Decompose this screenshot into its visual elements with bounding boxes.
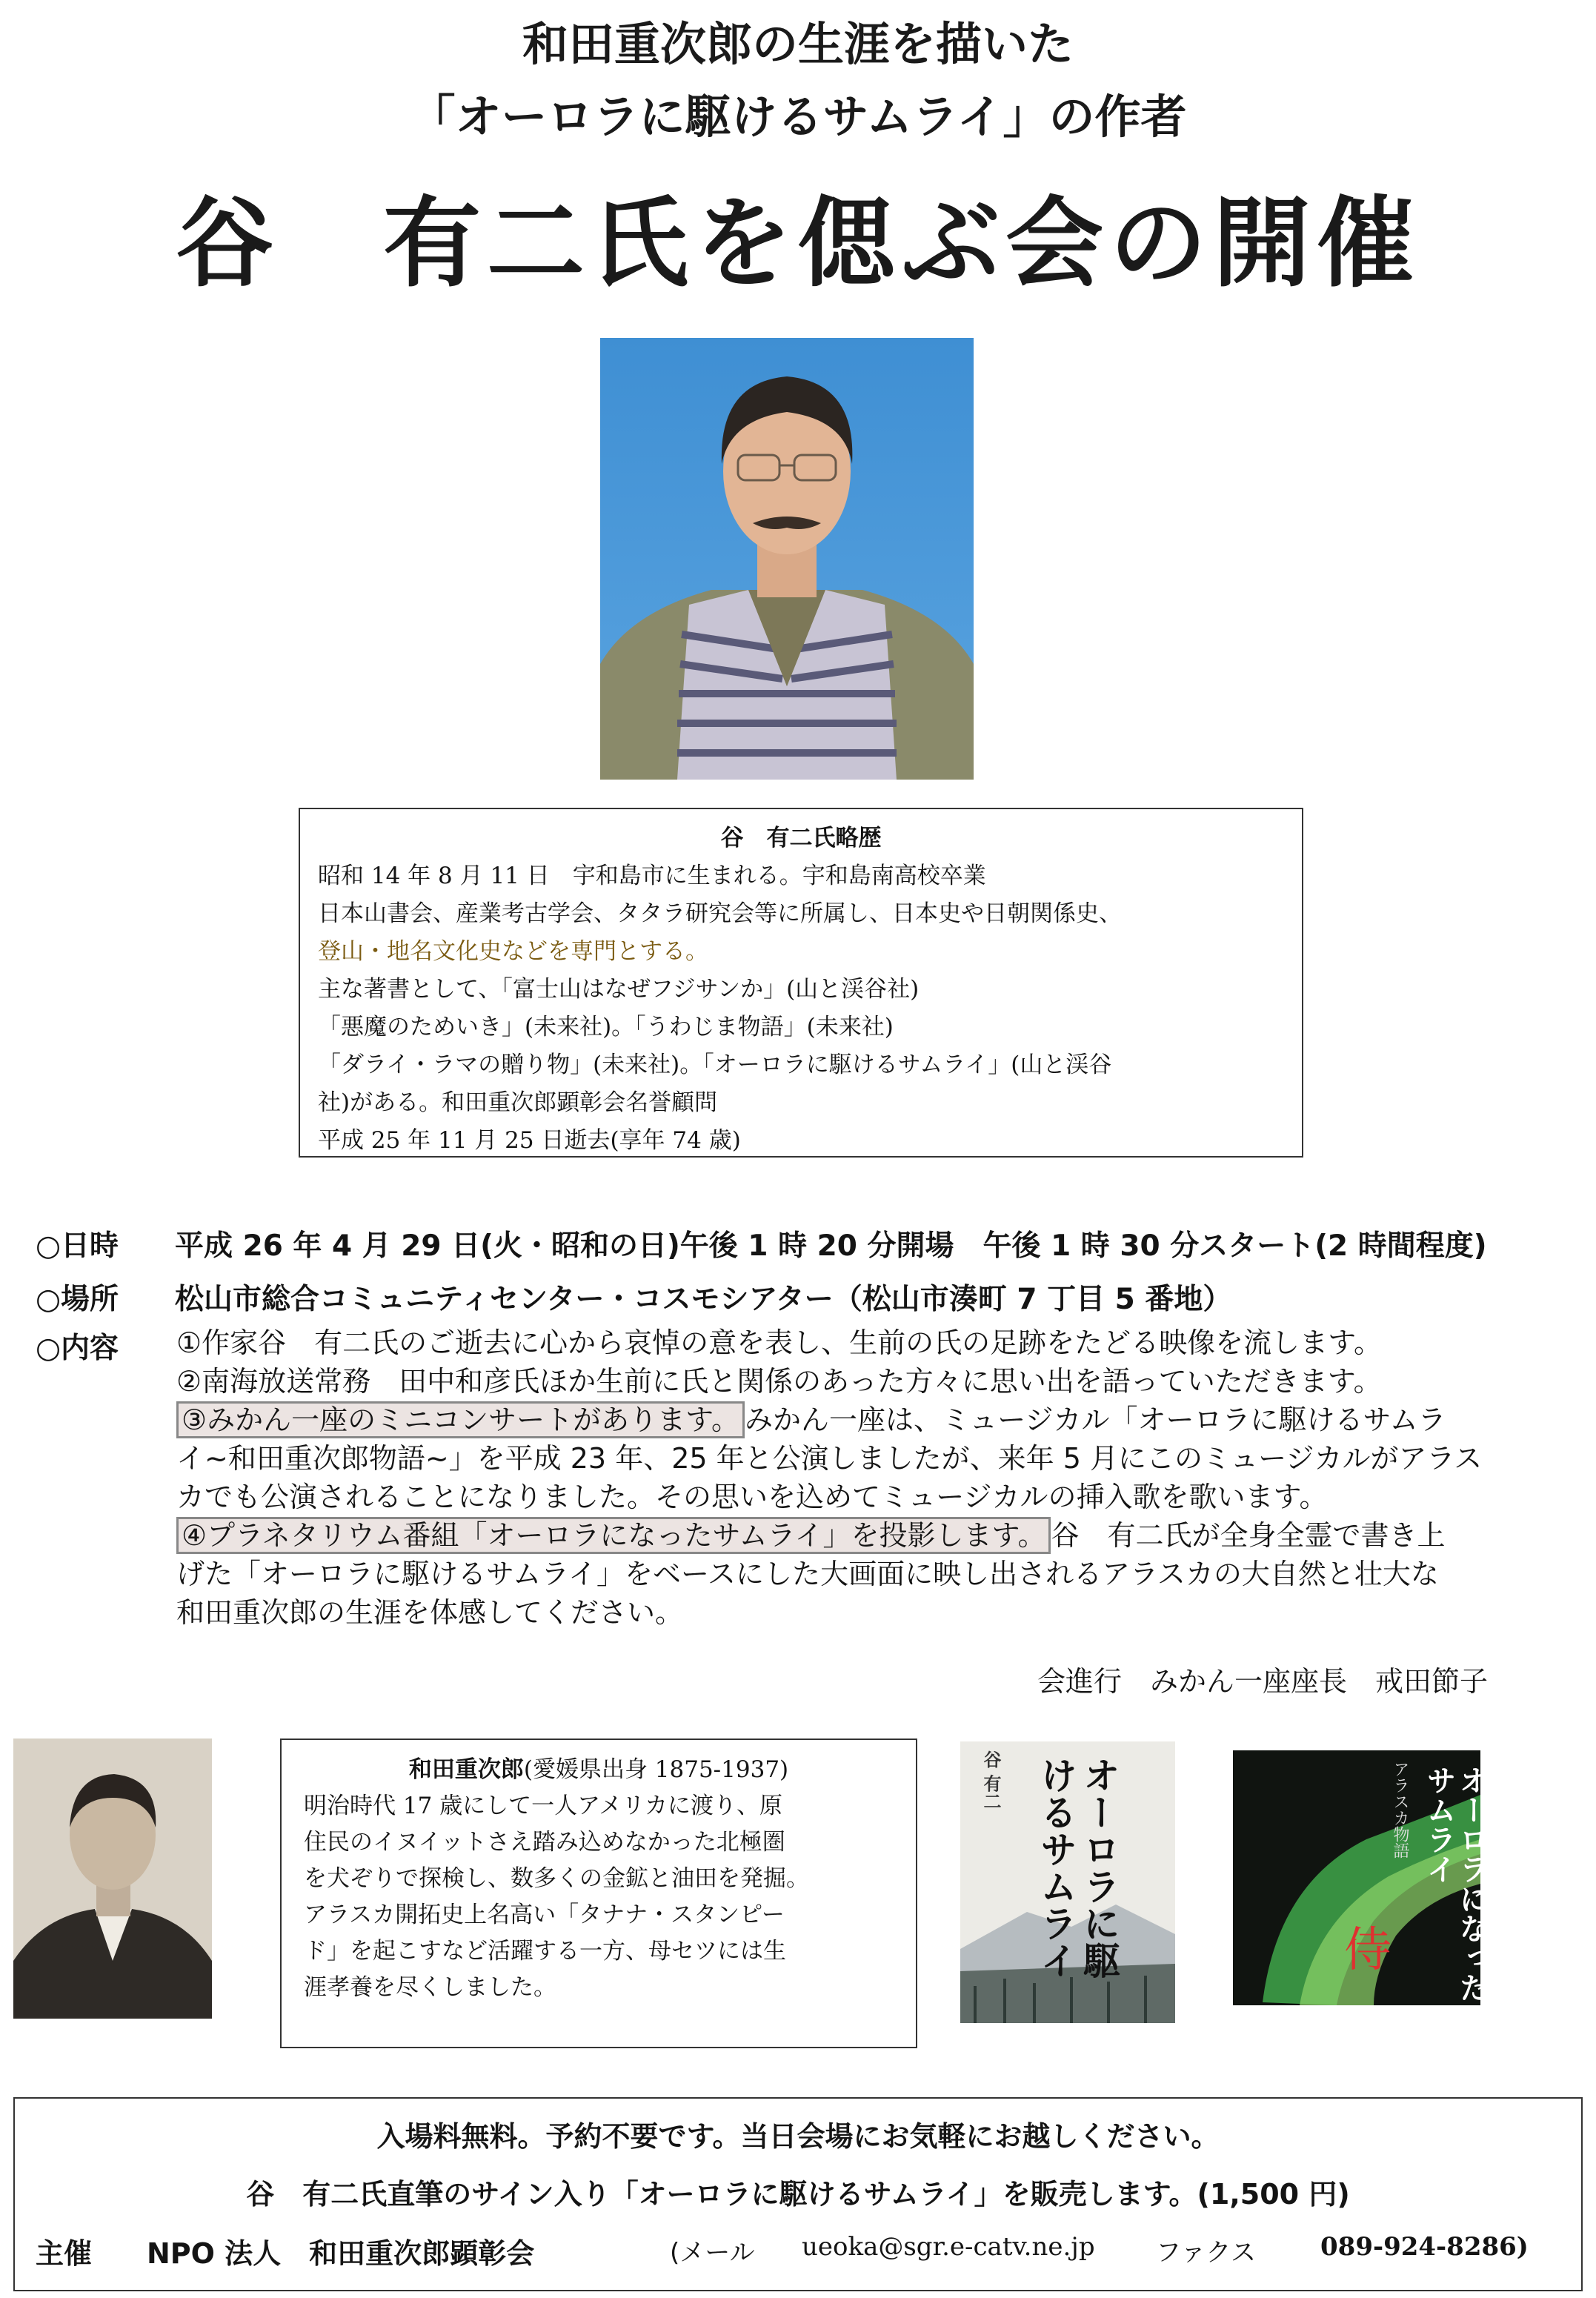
content-item-4-line-2: げた「オーロラに駆けるサムライ」をベースにした大画面に映し出されるアラスカの大自然と壮大な [176,1558,1439,1590]
wada-profile-box [280,1739,917,2048]
wada-line: を犬ぞりで探検し、数多くの金鉱と油田を発掘。 [304,1865,809,1892]
content-item-1: ①作家谷 有二氏のご逝去に心から哀悼の意を表し、生前の氏の足跡をたどる映像を流します。 [176,1326,1383,1359]
item-4-highlight: ④プラネタリウム番組「オーロラになったサムライ」を投影します。 [176,1517,1051,1554]
dvd-title: オーロラになったサムライ [1422,1765,1489,2002]
portrait-photo [600,338,974,780]
wada-line: ド」を起こすなど活躍する一方、母セツには生 [304,1938,786,1965]
dvd-kanji: 侍 [1344,1923,1391,1978]
subtitle-line-1: 和田重次郎の生涯を描いた [522,17,1074,71]
dvd-cover [1233,1750,1489,2005]
wada-portrait-photo [13,1739,212,2019]
content-item-3: ③みかん一座のミニコンサートがあります。 みかん一座は、ミュージカル「オーロラに駆けるサムラ [176,1401,1595,1439]
wada-line: 住民のイヌイットさえ踏み込めなかった北極圏 [304,1829,785,1856]
event-content [176,1324,1595,1632]
wada-line: 明治時代 17 歳にして一人アメリカに渡り、原 [304,1793,782,1819]
book-cover [960,1741,1175,2023]
organizer-name: NPO 法人 和田重次郎顕彰会 [147,2237,535,2270]
item-3-highlight: ③みかん一座のミニコンサートがあります。 [176,1401,745,1438]
biography-line: 登山・地名文化史などを専門とする。 [318,938,708,965]
content-item-4-line-3: 和田重次郎の生涯を体感してください。 [176,1596,684,1629]
book-title: オーロラに駆けるサムライ [1034,1756,1121,1979]
fax-number: 089-924-8286) [1320,2232,1529,2262]
admission-note: 入場料無料。予約不要です。当日会場にお気軽にお越しください。 [376,2120,1220,2153]
biography-line: 社)がある。和田重次郎顕彰会名誉顧問 [318,1089,718,1116]
content-item-2: ②南海放送常務 田中和彦氏ほか生前に氏と関係のあった方々に思い出を語っていただきます。 [176,1365,1382,1398]
book-sale-note: 谷 有二氏直筆のサイン入り「オーロラに駆けるサムライ」を販売します。(1,500 円) [246,2178,1350,2211]
wada-line: アラスカ開拓史上名高い「タナナ・スタンピー [304,1902,785,1928]
content-item-3-line-3: カでも公演されることになりました。その思いを込めてミュージカルの挿入歌を歌います。 [176,1481,1328,1513]
biography-line: 日本山書会、産業考古学会、タタラ研究会等に所属し、日本史や日朝関係史、 [318,900,1122,927]
biography-title: 谷 有二氏略歴 [720,825,882,851]
content-item-4: ④プラネタリウム番組「オーロラになったサムライ」を投影します。 谷 有二氏が全身全霊で書き上 [176,1516,1595,1555]
fax-label: ファクス [1156,2238,1256,2268]
subtitle-line-2: 「オーロラに駆けるサムライ」の作者 [409,90,1187,144]
wada-origin: (愛媛県出身 1875-1937) [523,1756,789,1783]
biography-line: 平成 25 年 11 月 25 日逝去(享年 74 歳) [318,1127,741,1154]
footer-box [13,2097,1583,2291]
wada-name: 和田重次郎 [408,1756,524,1783]
place-label: ○場所 [36,1283,119,1316]
mail-label: (メール [670,2238,755,2268]
biography-box [299,808,1303,1158]
date-label: ○日時 [36,1229,119,1263]
wada-line: 涯孝養を尽くしました。 [304,1974,556,2001]
event-date-row [36,1223,1592,1264]
place-value: 松山市総合コミュニティセンター・コスモシアター（松山市湊町 7 丁目 5 番地） [175,1283,1232,1316]
content-label: ○内容 [36,1332,119,1365]
host-credit: 会進行 みかん一座座長 戒田節子 [1037,1665,1489,1698]
dvd-subtitle: アラスカ物語 [1391,1761,1409,1859]
content-item-3-line-2: イ~和田重次郎物語~」を平成 23 年、25 年と公演しましたが、来年 5 月にこのミュージカルがアラス [176,1442,1483,1475]
book-author: 谷 有二 [980,1750,1001,1810]
biography-line: 「ダライ・ラマの贈り物」(未来社)。「オーロラに駆けるサムライ」(山と渓谷 [318,1052,1112,1078]
biography-line: 主な著書として、「富士山はなぜフジサンか」(山と渓谷社) [318,976,920,1003]
event-place-row [36,1276,1592,1318]
page-title: 谷 有二氏を偲ぶ会の開催 [176,187,1420,301]
organizer-label: 主催 [36,2237,93,2270]
date-value: 平成 26 年 4 月 29 日(火・昭和の日)午後 1 時 20 分開場 午後 1 時 30 分スタート(2 時間程度) [175,1229,1487,1263]
biography-line: 昭和 14 年 8 月 11 日 宇和島市に生まれる。宇和島南高校卒業 [318,863,986,889]
biography-line: 「悪魔のためいき」(未来社)。「うわじま物語」(未来社) [318,1014,894,1040]
mail-address: ueoka@sgr.e-catv.ne.jp [802,2232,1095,2262]
